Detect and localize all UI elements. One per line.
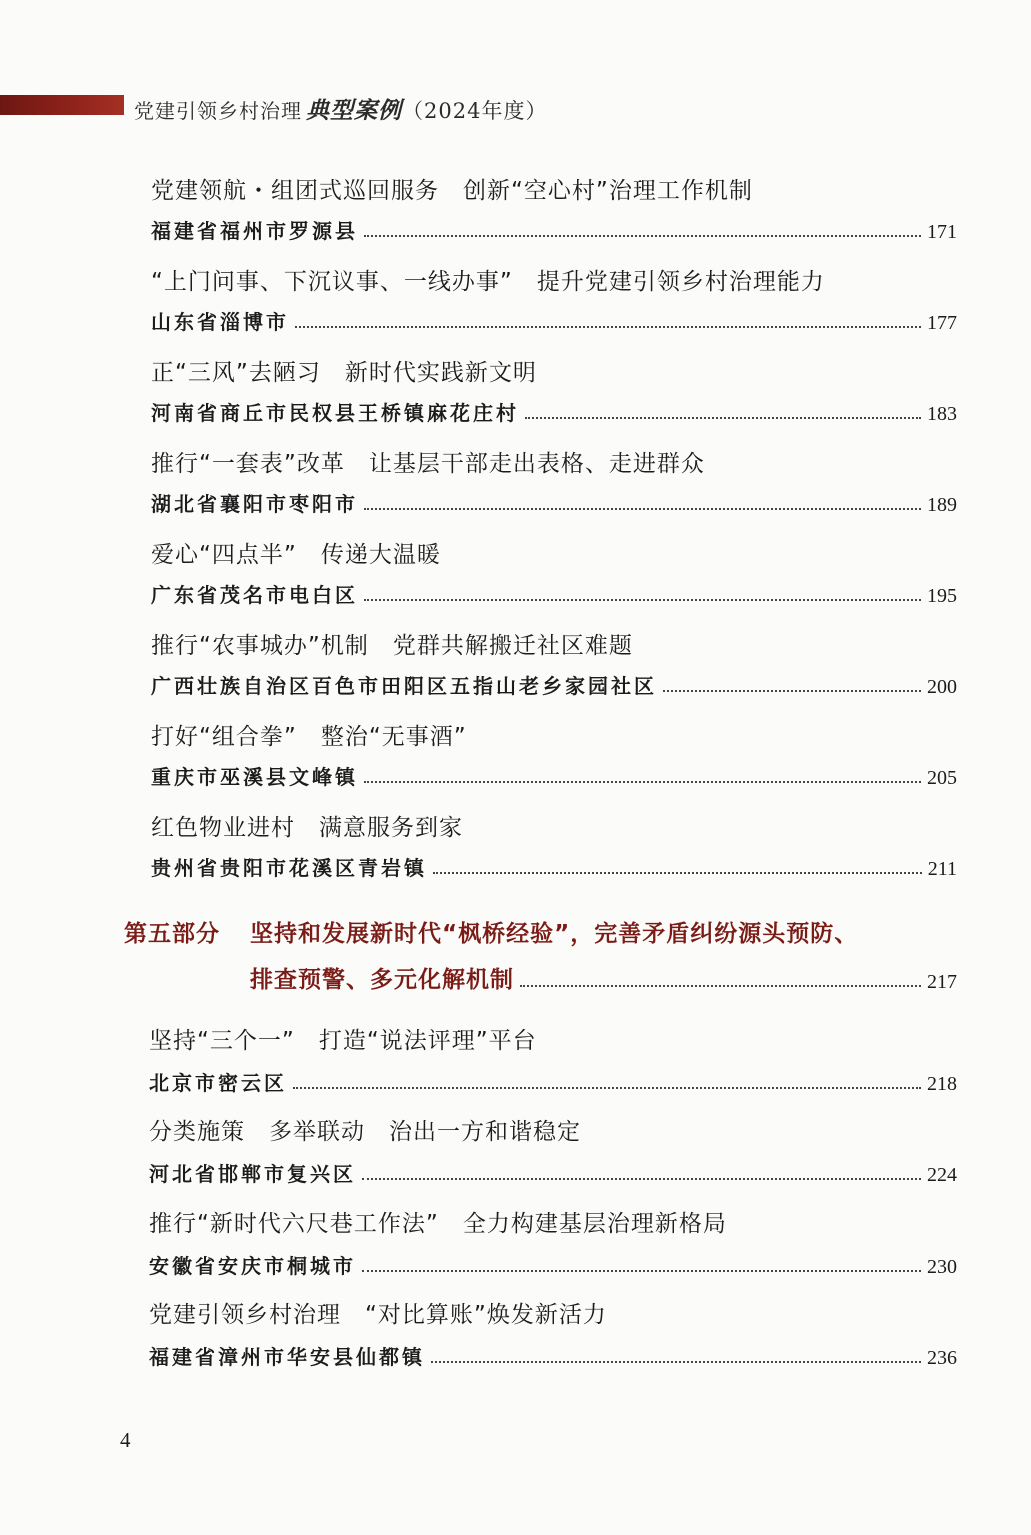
leader-dots: [364, 780, 921, 783]
entry-location: 安徽省安庆市桐城市: [149, 1254, 356, 1278]
entry-location: 河北省邯郸市复兴区: [149, 1162, 356, 1186]
leader-dots: [431, 1360, 921, 1363]
leader-dots: [362, 1177, 921, 1180]
leader-dots: [520, 984, 921, 987]
entry-title: 打好“组合拳” 整治“无事酒”: [151, 724, 467, 750]
leader-dots: [295, 325, 921, 328]
entry-page: 236: [927, 1347, 957, 1369]
entry-title: 推行“新时代六尺巷工作法” 全力构建基层治理新格局: [149, 1211, 727, 1237]
leader-dots: [362, 1269, 921, 1272]
entry-location-line: [151, 398, 957, 426]
part-title-line2-row[interactable]: [250, 962, 957, 994]
header-title-emphasis: 典型案例: [306, 97, 402, 124]
entry-title: 推行“一套表”改革 让基层干部走出表格、走进群众: [151, 451, 705, 477]
entry-page: 195: [927, 585, 957, 607]
entry-page: 211: [927, 858, 957, 880]
entry-title: “上门问事、下沉议事、一线办事” 提升党建引领乡村治理能力: [151, 269, 825, 295]
entry-location-line: [151, 853, 957, 881]
entry-page: 171: [927, 221, 957, 243]
leader-dots: [364, 234, 921, 237]
entry-title: 分类施策 多举联动 治出一方和谐稳定: [149, 1119, 581, 1145]
header-title-plain: 党建引领乡村治理: [134, 99, 302, 123]
entry-page: 200: [927, 676, 957, 698]
header-decorative-bar: [0, 95, 124, 115]
entry-title: 党建领航・组团式巡回服务 创新“空心村”治理工作机制: [151, 178, 753, 204]
footer-page-number: 4: [120, 1428, 131, 1452]
running-header: [134, 92, 547, 125]
entry-location-line: [149, 1068, 957, 1096]
part-title-line1[interactable]: 坚持和发展新时代“枫桥经验”，完善矛盾纠纷源头预防、: [250, 921, 859, 947]
entry-location: 福建省福州市罗源县: [151, 219, 358, 243]
entry-location: 广东省茂名市电白区: [151, 583, 358, 607]
entry-location-line: [151, 671, 957, 699]
entry-location: 山东省淄博市: [151, 310, 289, 334]
entry-page: 189: [927, 494, 957, 516]
part-title-line2: 排查预警、多元化解机制: [250, 967, 514, 993]
entry-title: 坚持“三个一” 打造“说法评理”平台: [149, 1028, 537, 1054]
entry-location: 北京市密云区: [149, 1071, 287, 1095]
entry-location-line: [149, 1251, 957, 1279]
entry-location: 重庆市巫溪县文峰镇: [151, 765, 358, 789]
entry-location-line: [151, 580, 957, 608]
leader-dots: [293, 1086, 921, 1089]
entry-page: 218: [927, 1073, 957, 1095]
header-title-year: （2024年度）: [402, 99, 548, 123]
entry-location: 福建省漳州市华安县仙都镇: [149, 1345, 425, 1369]
entry-location-line: [151, 762, 957, 790]
leader-dots: [433, 871, 922, 874]
entry-title: 红色物业进村 满意服务到家: [151, 815, 463, 841]
entry-title: 推行“农事城办”机制 党群共解搬迁社区难题: [151, 633, 633, 659]
entry-location-line: [151, 307, 957, 335]
entry-page: 224: [927, 1164, 957, 1186]
entry-title: 爱心“四点半” 传递大温暖: [151, 542, 441, 568]
entry-location: 贵州省贵阳市花溪区青岩镇: [151, 856, 427, 880]
part-page: 217: [927, 971, 957, 993]
entry-location: 广西壮族自治区百色市田阳区五指山老乡家园社区: [151, 674, 657, 698]
entry-location-line: [149, 1159, 957, 1187]
entry-location-line: [151, 489, 957, 517]
entry-page: 177: [927, 312, 957, 334]
part-label: 第五部分: [124, 921, 220, 947]
leader-dots: [364, 507, 921, 510]
entry-page: 205: [927, 767, 957, 789]
entry-location: 湖北省襄阳市枣阳市: [151, 492, 358, 516]
leader-dots: [364, 598, 921, 601]
entry-location-line: [149, 1342, 957, 1370]
entry-location: 河南省商丘市民权县王桥镇麻花庄村: [151, 401, 519, 425]
entry-location-line: [151, 216, 957, 244]
entry-title: 正“三风”去陋习 新时代实践新文明: [151, 360, 537, 386]
leader-dots: [663, 689, 921, 692]
leader-dots: [525, 416, 921, 419]
entry-title: 党建引领乡村治理 “对比算账”焕发新活力: [149, 1302, 607, 1328]
entry-page: 183: [927, 403, 957, 425]
entry-page: 230: [927, 1256, 957, 1278]
